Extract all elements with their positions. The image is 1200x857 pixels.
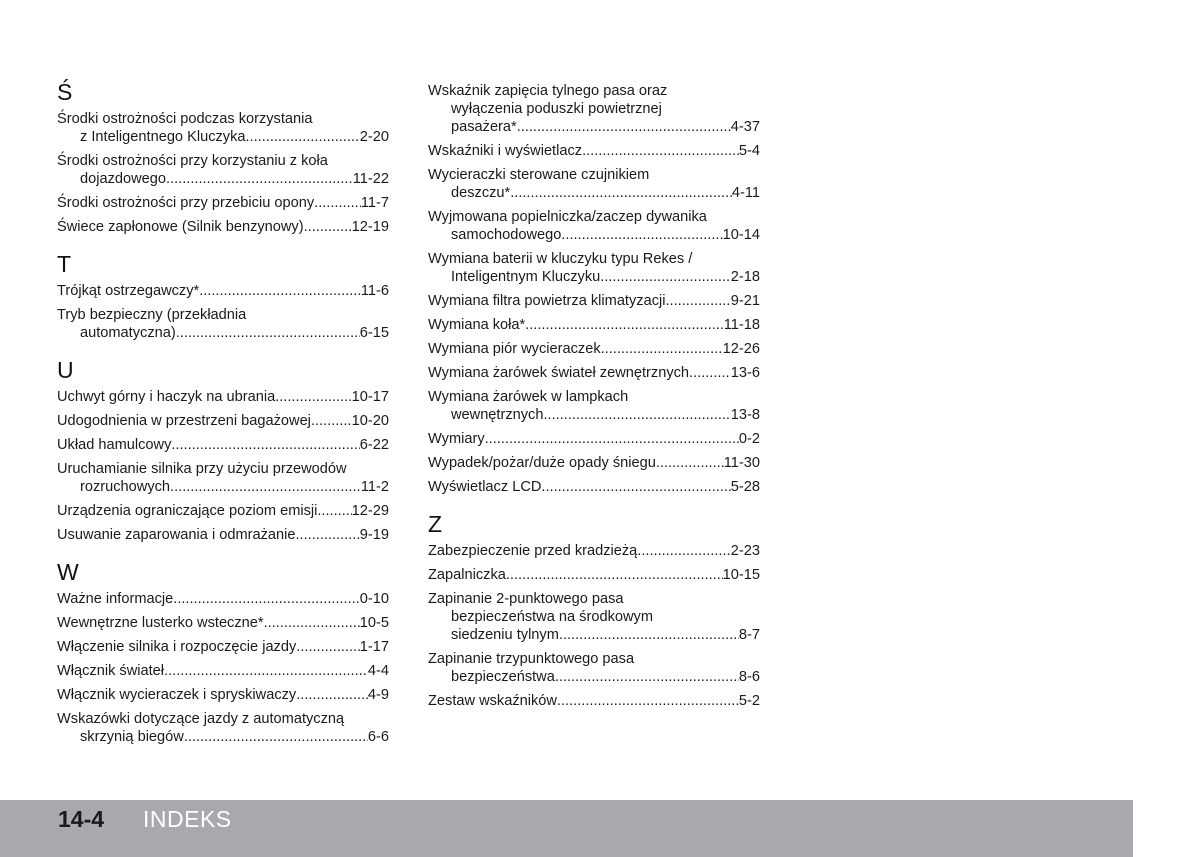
entry-text: Uruchamianie silnika przy użyciu przewodów bbox=[57, 461, 347, 477]
entry-page-ref: 5-28 bbox=[730, 479, 760, 495]
entry-text: Ważne informacje bbox=[57, 591, 174, 607]
dot-leader bbox=[506, 566, 723, 584]
dot-leader bbox=[525, 316, 724, 334]
entry-text: Zapinanie 2-punktowego pasa bbox=[428, 591, 624, 607]
entry-text: Zabezpieczenie przed kradzieżą bbox=[428, 543, 638, 559]
entry-page-ref: 2-20 bbox=[359, 129, 389, 145]
entry-page-ref: 11-18 bbox=[723, 317, 760, 333]
entry-text: Wymiary bbox=[428, 431, 485, 447]
dot-leader bbox=[559, 626, 739, 644]
dot-leader bbox=[275, 388, 351, 406]
entry-text: wewnętrznych bbox=[451, 407, 544, 423]
page-number: 14-4 bbox=[58, 806, 105, 832]
entry-text: rozruchowych bbox=[80, 479, 171, 495]
entry-page-ref: 10-17 bbox=[351, 389, 389, 405]
index-section bbox=[428, 510, 760, 710]
dot-leader bbox=[164, 662, 368, 680]
index-entry bbox=[57, 526, 389, 544]
index-entry bbox=[428, 566, 760, 584]
dot-leader bbox=[170, 478, 361, 496]
entry-text: Wyświetlacz LCD bbox=[428, 479, 542, 495]
entry-text: Zestaw wskaźników bbox=[428, 693, 557, 709]
entry-page-ref: 9-19 bbox=[359, 527, 389, 543]
index-entry bbox=[57, 662, 389, 680]
entry-page-ref: 4-11 bbox=[731, 185, 760, 201]
dot-leader bbox=[561, 226, 722, 244]
dot-leader bbox=[517, 118, 731, 136]
index-entry bbox=[428, 82, 760, 136]
entry-page-ref: 11-30 bbox=[723, 455, 760, 471]
dot-leader bbox=[184, 728, 368, 746]
index-entry bbox=[428, 590, 760, 644]
entry-text: Wymiana żarówek świateł zewnętrznych bbox=[428, 365, 690, 381]
entry-text: z Inteligentnego Kluczyka bbox=[80, 129, 246, 145]
index-entry bbox=[57, 460, 389, 496]
dot-leader bbox=[199, 282, 361, 300]
entry-text: bezpieczeństwa na środkowym bbox=[451, 609, 653, 625]
index-entry bbox=[428, 388, 760, 424]
entry-page-ref: 1-17 bbox=[359, 639, 389, 655]
entry-text: Trójkąt ostrzegawczy* bbox=[57, 283, 200, 299]
entry-text: Urządzenia ograniczające poziom emisji bbox=[57, 503, 318, 519]
dot-leader bbox=[246, 128, 360, 146]
entry-page-ref: 11-7 bbox=[360, 195, 389, 211]
index-entry bbox=[428, 250, 760, 286]
index-section bbox=[57, 78, 389, 236]
entry-text: Układ hamulcowy bbox=[57, 437, 172, 453]
entry-text: Wskazówki dotyczące jazdy z automatyczną bbox=[57, 711, 345, 727]
dot-leader bbox=[171, 436, 359, 454]
section-letter: Z bbox=[428, 511, 443, 537]
entry-text: Wymiana koła* bbox=[428, 317, 526, 333]
dot-leader bbox=[296, 638, 360, 656]
entry-page-ref: 8-6 bbox=[738, 669, 760, 685]
entry-text: Wycieraczki sterowane czujnikiem bbox=[428, 167, 650, 183]
dot-leader bbox=[166, 170, 353, 188]
dot-leader bbox=[314, 194, 361, 212]
entry-page-ref: 4-37 bbox=[730, 119, 760, 135]
entry-page-ref: 2-18 bbox=[730, 269, 760, 285]
entry-text: Zapalniczka bbox=[428, 567, 506, 583]
entry-text: Środki ostrożności podczas korzystania bbox=[57, 111, 313, 127]
index-section bbox=[57, 558, 389, 746]
index-entry bbox=[57, 686, 389, 704]
index-entry bbox=[428, 692, 760, 710]
entry-page-ref: 12-29 bbox=[351, 503, 389, 519]
index-section bbox=[57, 250, 389, 342]
dot-leader bbox=[173, 590, 360, 608]
section-letter: U bbox=[57, 357, 74, 383]
entry-page-ref: 10-5 bbox=[359, 615, 389, 631]
entry-page-ref: 12-19 bbox=[351, 219, 389, 235]
index-entry bbox=[57, 152, 389, 188]
entry-text: Udogodnienia w przestrzeni bagażowej bbox=[57, 413, 311, 429]
dot-leader bbox=[264, 614, 360, 632]
index-entry bbox=[428, 340, 760, 358]
dot-leader bbox=[510, 184, 732, 202]
entry-page-ref: 0-2 bbox=[738, 431, 760, 447]
entry-text: automatyczna) bbox=[80, 325, 176, 341]
entry-page-ref: 13-8 bbox=[730, 407, 760, 423]
entry-text: Wymiana filtra powietrza klimatyzacji bbox=[428, 293, 666, 309]
dot-leader bbox=[304, 218, 352, 236]
dot-leader bbox=[311, 412, 352, 430]
index-entry bbox=[428, 292, 760, 310]
entry-text: dojazdowego bbox=[80, 171, 167, 187]
index-entry bbox=[428, 316, 760, 334]
entry-text: Inteligentnym Kluczyku bbox=[451, 269, 601, 285]
dot-leader bbox=[317, 502, 351, 520]
entry-page-ref: 0-10 bbox=[359, 591, 389, 607]
section-letter: T bbox=[57, 251, 72, 277]
entry-text: Uchwyt górny i haczyk na ubrania bbox=[57, 389, 276, 405]
index-entry bbox=[57, 110, 389, 146]
entry-text: Włącznik wycieraczek i spryskiwaczy bbox=[57, 687, 297, 703]
index-entry bbox=[428, 454, 760, 472]
index-entry bbox=[57, 282, 389, 300]
entry-text: Włącznik świateł bbox=[57, 663, 165, 679]
index-column-right bbox=[428, 82, 760, 724]
dot-leader bbox=[689, 364, 731, 382]
entry-text: deszczu* bbox=[451, 185, 511, 201]
entry-text: skrzynią biegów bbox=[80, 729, 184, 745]
page-footer bbox=[0, 800, 1133, 857]
index-entry bbox=[428, 208, 760, 244]
entry-text: Świece zapłonowe (Silnik benzynowy) bbox=[57, 219, 304, 235]
entry-text: Usuwanie zaparowania i odmrażanie bbox=[57, 527, 296, 543]
dot-leader bbox=[637, 542, 730, 560]
entry-text: Wymiana piór wycieraczek bbox=[428, 341, 601, 357]
index-entry bbox=[57, 502, 389, 520]
index-entry bbox=[57, 590, 389, 608]
index-entry bbox=[57, 614, 389, 632]
entry-text: Wskaźnik zapięcia tylnego pasa oraz bbox=[428, 83, 668, 99]
dot-leader bbox=[582, 142, 739, 160]
dot-leader bbox=[296, 526, 360, 544]
entry-text: siedzeniu tylnym bbox=[451, 627, 559, 643]
entry-page-ref: 6-6 bbox=[367, 729, 389, 745]
entry-page-ref: 11-6 bbox=[360, 283, 389, 299]
entry-page-ref: 11-2 bbox=[360, 479, 389, 495]
entry-page-ref: 4-9 bbox=[367, 687, 389, 703]
entry-page-ref: 8-7 bbox=[738, 627, 760, 643]
entry-page-ref: 5-4 bbox=[738, 143, 760, 159]
index-section bbox=[428, 82, 760, 496]
entry-text: Włączenie silnika i rozpoczęcie jazdy bbox=[57, 639, 297, 655]
index-entry bbox=[57, 412, 389, 430]
entry-text: Wskaźniki i wyświetlacz bbox=[428, 143, 583, 159]
index-section bbox=[57, 356, 389, 544]
entry-page-ref: 12-26 bbox=[722, 341, 760, 357]
entry-page-ref: 10-20 bbox=[351, 413, 389, 429]
entry-text: Tryb bezpieczny (przekładnia bbox=[57, 307, 247, 323]
dot-leader bbox=[541, 478, 730, 496]
index-entry bbox=[57, 194, 389, 212]
entry-page-ref: 6-22 bbox=[359, 437, 389, 453]
index-entry bbox=[57, 638, 389, 656]
index-entry bbox=[428, 364, 760, 382]
section-title: INDEKS bbox=[143, 806, 232, 832]
dot-leader bbox=[176, 324, 360, 342]
index-entry bbox=[428, 542, 760, 560]
entry-text: bezpieczeństwa bbox=[451, 669, 555, 685]
index-column-left bbox=[57, 78, 389, 760]
index-entry bbox=[57, 436, 389, 454]
index-entry bbox=[57, 710, 389, 746]
section-letter: Ś bbox=[57, 79, 73, 105]
index-entry bbox=[428, 650, 760, 686]
dot-leader bbox=[296, 686, 368, 704]
index-entry bbox=[428, 430, 760, 448]
entry-text: wyłączenia poduszki powietrznej bbox=[451, 101, 662, 117]
entry-text: Wewnętrzne lusterko wsteczne* bbox=[57, 615, 264, 631]
dot-leader bbox=[665, 292, 730, 310]
entry-page-ref: 2-23 bbox=[730, 543, 760, 559]
dot-leader bbox=[543, 406, 730, 424]
index-entry bbox=[428, 142, 760, 160]
dot-leader bbox=[555, 668, 739, 686]
dot-leader bbox=[557, 692, 739, 710]
entry-text: Środki ostrożności przy korzystaniu z koła bbox=[57, 153, 328, 169]
entry-text: Wymiana baterii w kluczyku typu Rekes / bbox=[428, 251, 693, 267]
entry-page-ref: 4-4 bbox=[367, 663, 389, 679]
entry-page-ref: 10-14 bbox=[722, 227, 760, 243]
entry-page-ref: 13-6 bbox=[730, 365, 760, 381]
entry-text: Wyjmowana popielniczka/zaczep dywanika bbox=[428, 209, 707, 225]
entry-text: Zapinanie trzypunktowego pasa bbox=[428, 651, 635, 667]
entry-page-ref: 6-15 bbox=[359, 325, 389, 341]
index-entry bbox=[57, 306, 389, 342]
entry-text: Wypadek/pożar/duże opady śniegu bbox=[428, 455, 656, 471]
entry-page-ref: 9-21 bbox=[730, 293, 760, 309]
dot-leader bbox=[656, 454, 724, 472]
entry-text: pasażera* bbox=[451, 119, 517, 135]
entry-text: samochodowego bbox=[451, 227, 562, 243]
entry-text: Środki ostrożności przy przebiciu opony bbox=[57, 195, 315, 211]
dot-leader bbox=[600, 268, 731, 286]
index-entry bbox=[428, 478, 760, 496]
entry-text: Wymiana żarówek w lampkach bbox=[428, 389, 629, 405]
section-letter: W bbox=[57, 559, 79, 585]
entry-page-ref: 5-2 bbox=[738, 693, 760, 709]
index-entry bbox=[57, 218, 389, 236]
index-entry bbox=[57, 388, 389, 406]
dot-leader bbox=[485, 430, 739, 448]
entry-page-ref: 11-22 bbox=[352, 171, 389, 187]
entry-page-ref: 10-15 bbox=[722, 567, 760, 583]
index-entry bbox=[428, 166, 760, 202]
dot-leader bbox=[601, 340, 723, 358]
